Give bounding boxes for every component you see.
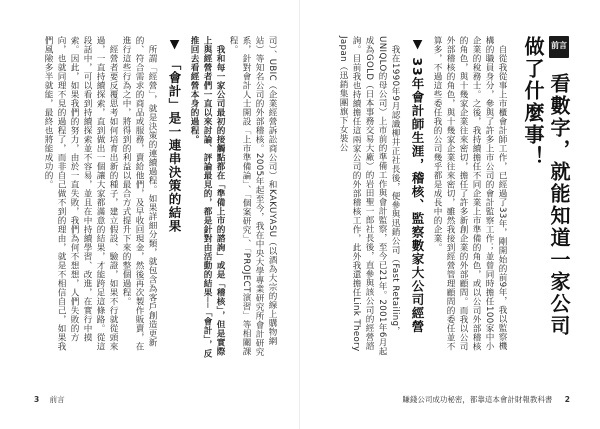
section-subheading-text: 「會計」是一連串決策的結果	[167, 57, 182, 233]
section-subheading: ▼ 33年會計師生涯，稽核、監察數家大公司經營	[410, 36, 425, 334]
left-footer	[34, 394, 65, 405]
body-paragraph-1: 所謂「經營」，就是決策的連續過程。如果詳細分類，就包含為客戶創造更新的、符合需求的商品或服務，賣給他們，及早收回現金，然後再次製作販賣，在進行這些行為之中，將得到的利益以最合方式提升下來的整個過程。	[121, 36, 157, 351]
section-subheading-text: 33年會計師生涯，稽核、監察數家大公司經營	[410, 57, 425, 334]
body-paragraph: 我在1990年9月認識柳井正社長後，便參與迅銷公司（Fast Retailing，UNIQLO的母公司）上市前的準備工作與會計監察，至今已21年。2001年6月起成為GOLD（日本事務交易大廠）的岩田聖一郎社長後，直參與該公司的經營諮詢。目前我也持續擔任這兩家公司的外部稽核工作，此外我還擔任Link Theory Japan（迅銷集團旗下女裝公	[338, 36, 400, 356]
chapter-title-block	[516, 36, 572, 358]
left-page-text-block	[22, 36, 278, 358]
section-tag-text: 前言	[551, 41, 567, 50]
page-number: 3	[34, 395, 40, 404]
section-tag	[549, 36, 569, 58]
running-head: 前言	[49, 395, 65, 404]
right-page	[300, 0, 600, 429]
right-footer	[402, 394, 570, 405]
page-number: 2	[564, 395, 570, 404]
continuation-paragraph-1: 司）、UBIC（企業經營訴訟商公司）和KAKUYASU（以酒為大宗的線上購物網站）等知名公司的外部稽核。2005年起至今，我在中央大學專業研究所會計研究系，針對會計人士開設「上市準備論」、「個案研究」、「PROJECT演習」等相關課程。	[228, 36, 277, 357]
chapter-headline: 看數字，就能知道一家公司做了什麼事！	[521, 36, 571, 338]
continuation-paragraph-2: 我和每一家公司最初的接觸點都在「準備上市的諮詢」或是「稽核」，但是實際上與經營者們一直以來討論、評論最見的，都是針對由活動的結果──「會計」，反推回去看經營本身的過程。	[189, 36, 225, 358]
body-paragraph-2: 經營者要反覆思考如何培育出新的種子，建立假設、驗證，如果不行就從頭來過，一直持續探索，直到做出一個讓大家都滿意的結果，才能跨足這條路。從這段話中，可以看到持續探索並不容易，並且在中持續學習、改進，在實行中摸索。因此，如果我們的努力，由於一直失敗，我們為何不想想，人們失敗的方向，也就同理不見的過程了，而非自己做不到的理由，就是不相信自己，如果我們風險多半就能，最終也將能成功的。	[43, 36, 118, 351]
right-page-text-block	[318, 36, 508, 358]
intro-paragraph: 自從我從事上市櫃會計師工作，已經過了33年，剛開始的前9年，我以監察機構的職員身分，參與了許多上市公司的會計監察工作；並曾同時擔任100家中小企業的稅務士。之後，我持續擔任不同企業上市準備的角色，或以公司外部稽核的角色，與十幾家企業往來密切，擔任了許多新創企業的外部顧問。而我以公司外部稽核的角色，與十幾家企業往來密切，雖然我接到經營管理顧問的委任並不算多，不過這些委任我的公司幾乎都是成長中的企業。	[432, 36, 507, 351]
section-subheading: ▼ 「會計」是一連串決策的結果	[167, 36, 182, 233]
running-head: 賺錢公司成功秘密，都靠這本會計財報教科書	[402, 395, 553, 404]
